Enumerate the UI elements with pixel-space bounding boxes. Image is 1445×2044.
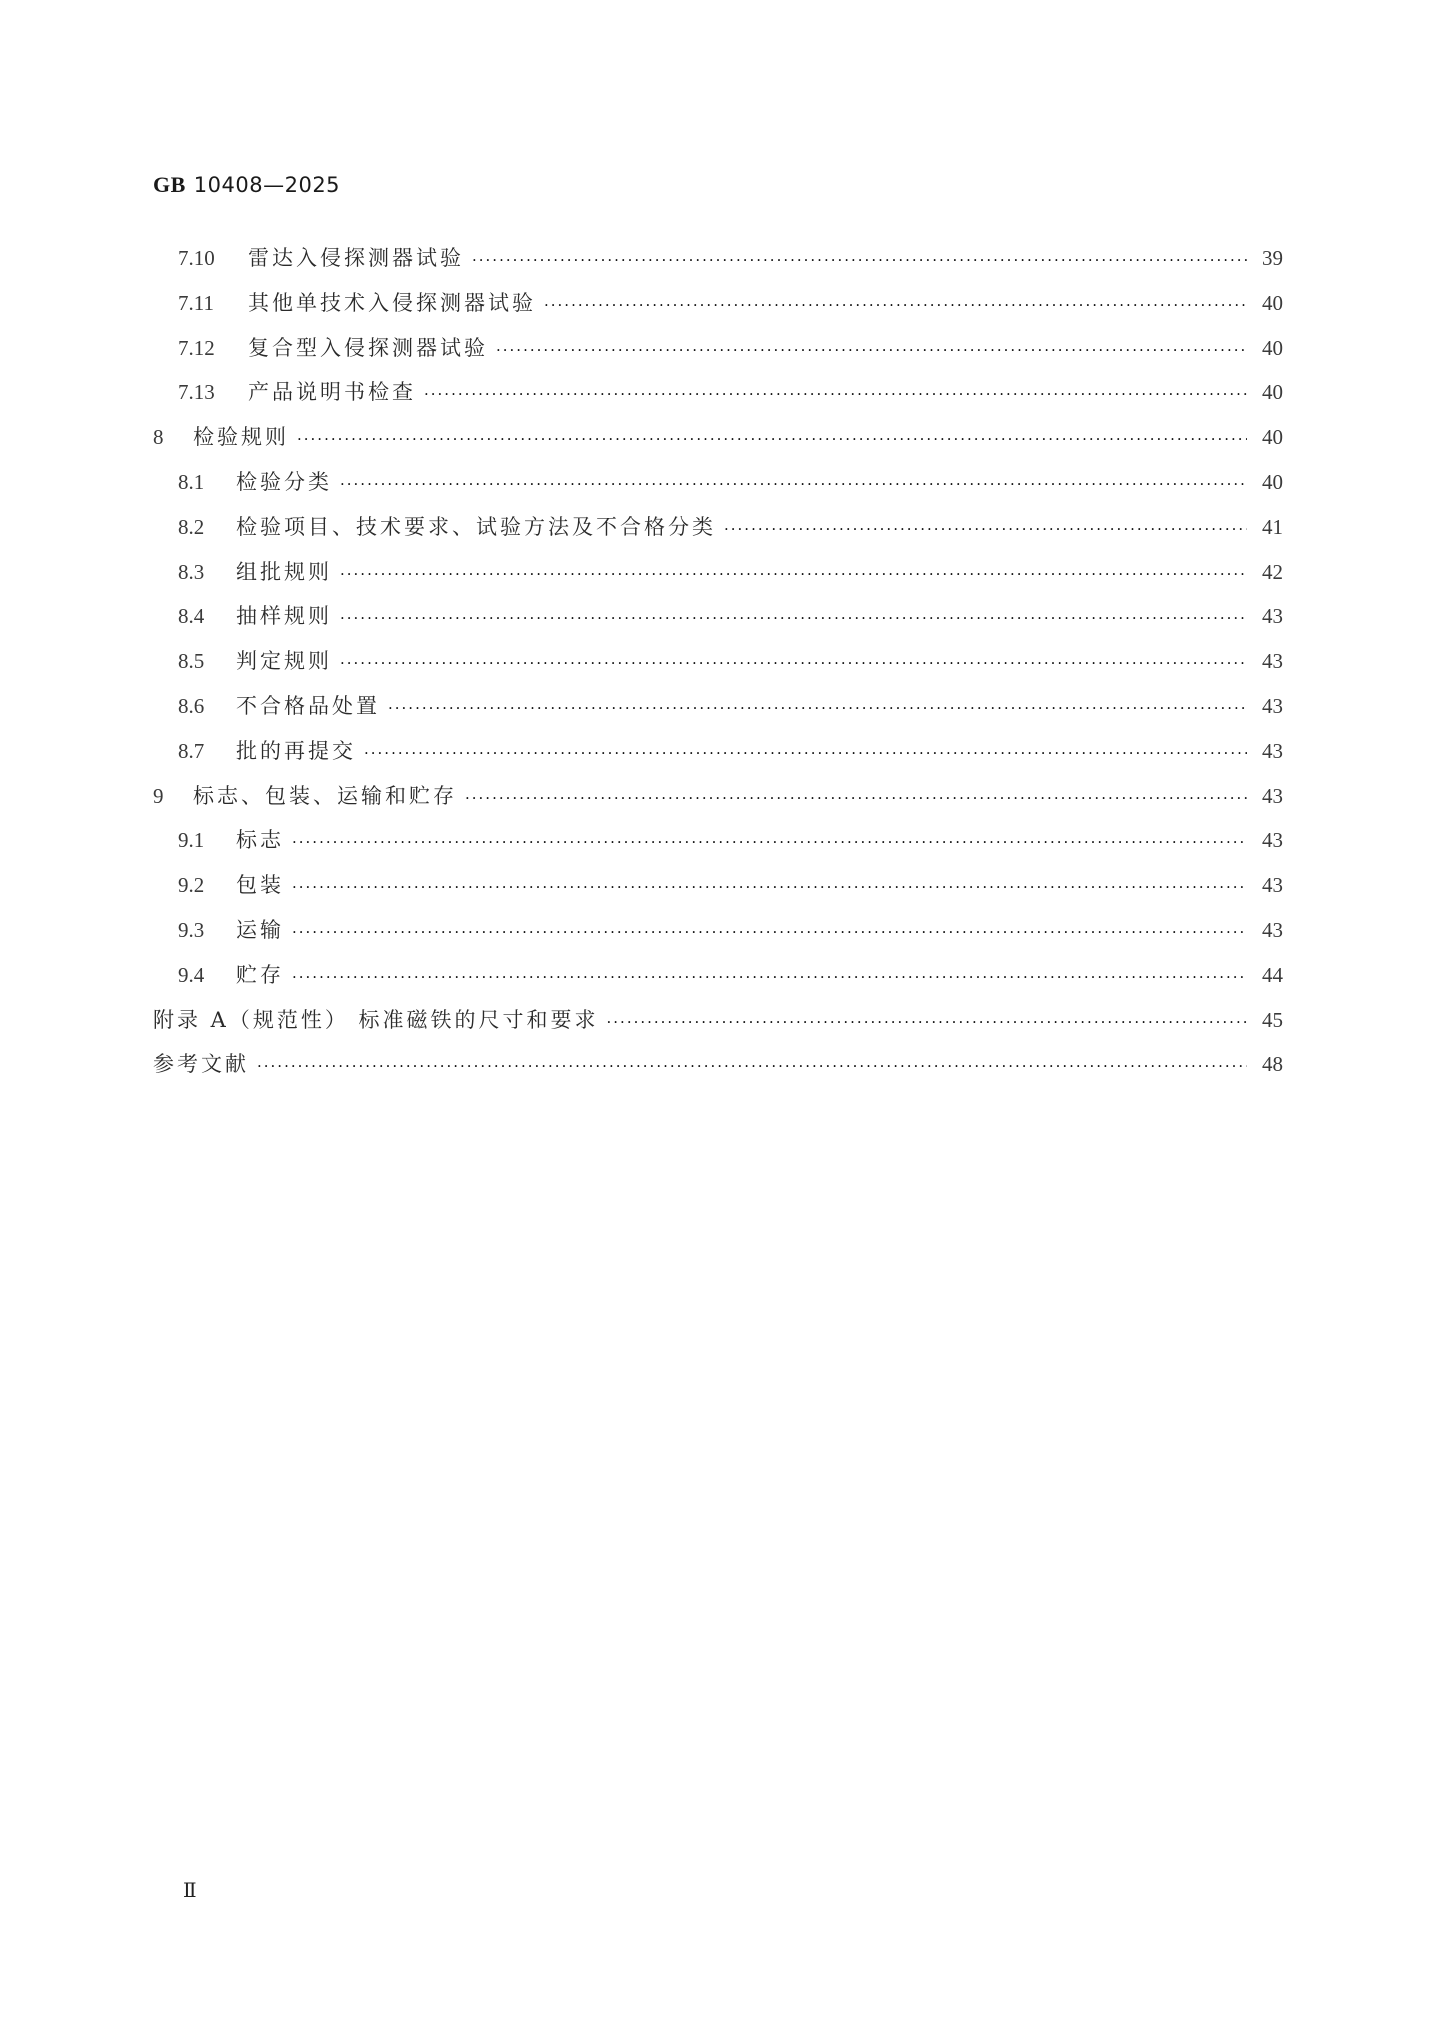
toc-entry-page: 43	[1262, 649, 1283, 674]
toc-entry-number: 7.13	[178, 380, 215, 405]
toc-entry[interactable]	[153, 729, 1283, 774]
toc-entry-page: 40	[1262, 469, 1283, 494]
toc-entry-number: 8.6	[178, 693, 205, 718]
toc-entry-page: 43	[1262, 917, 1283, 942]
toc-entry-number: 9.1	[178, 828, 205, 853]
toc-entry-title: 参考文献	[153, 1052, 249, 1077]
dot-leader	[724, 507, 1247, 552]
toc-entry[interactable]	[153, 953, 1283, 998]
dot-leader	[364, 731, 1247, 776]
toc-entry-title: 组批规则	[236, 559, 332, 584]
toc-entry-number: 9.3	[178, 917, 205, 942]
dot-leader	[465, 776, 1247, 821]
toc-entry-number: 8	[153, 425, 164, 450]
toc-entry-title: 判定规则	[236, 649, 332, 674]
toc-entry[interactable]	[153, 236, 1283, 281]
toc-entry-number: 8.5	[178, 649, 205, 674]
toc-entry-page: 40	[1262, 290, 1283, 315]
toc-entry-number: 8.3	[178, 559, 205, 584]
toc-entry[interactable]	[153, 594, 1283, 639]
toc-entry-title: 贮存	[236, 962, 284, 987]
toc-entry-number: 8.4	[178, 604, 205, 629]
dot-leader	[292, 955, 1247, 1000]
dot-leader	[292, 865, 1247, 910]
dot-leader	[472, 238, 1247, 283]
toc-entry-page: 39	[1262, 246, 1283, 270]
toc-entry-page: 43	[1262, 738, 1283, 763]
toc-entry[interactable]	[153, 774, 1283, 819]
toc-entry-page: 44	[1262, 962, 1283, 987]
dot-leader	[340, 596, 1247, 641]
toc-entry-page: 43	[1262, 604, 1283, 629]
dot-leader	[292, 820, 1247, 865]
toc-entry-page: 43	[1262, 693, 1283, 718]
dot-leader	[292, 910, 1247, 955]
page-number: Ⅱ	[183, 1880, 197, 1902]
toc-entry[interactable]	[153, 281, 1283, 326]
toc-entry-title: 批的再提交	[236, 738, 356, 763]
dot-leader	[424, 372, 1247, 417]
toc-entry-page: 43	[1262, 783, 1283, 808]
toc-entry[interactable]	[153, 908, 1283, 953]
toc-entry[interactable]	[153, 863, 1283, 908]
toc-entry[interactable]	[153, 415, 1283, 460]
toc-entry[interactable]	[153, 639, 1283, 684]
toc-entry-number: 8.2	[178, 514, 205, 539]
toc-entry-page: 43	[1262, 828, 1283, 853]
toc-entry-number: 7.10	[178, 246, 215, 270]
toc-entry-title: 标志、包装、运输和贮存	[193, 783, 457, 808]
dot-leader	[340, 462, 1247, 507]
toc-entry[interactable]	[153, 460, 1283, 505]
dot-leader	[544, 283, 1247, 328]
toc-entry-title: 雷达入侵探测器试验	[248, 246, 464, 270]
dot-leader	[496, 328, 1247, 373]
toc-entry-title: 检验项目、技术要求、试验方法及不合格分类	[236, 514, 716, 539]
toc-entry-references[interactable]	[153, 1042, 1283, 1087]
toc-entry-number: 9.2	[178, 873, 205, 898]
toc-entry-number: 9.4	[178, 962, 205, 987]
dot-leader	[607, 1000, 1247, 1045]
document-header	[153, 172, 340, 198]
toc-entry-number: 8.7	[178, 738, 205, 763]
dot-leader	[257, 1044, 1247, 1089]
toc-entry-number: 9	[153, 783, 164, 808]
toc-entry-page: 40	[1262, 425, 1283, 450]
toc-entry-appendix[interactable]	[153, 998, 1283, 1043]
toc-entry-page: 45	[1262, 1007, 1283, 1032]
toc-entry-title: 包装	[236, 873, 284, 898]
toc-entry-page: 40	[1262, 335, 1283, 360]
toc-entry-page: 48	[1262, 1052, 1283, 1077]
dot-leader	[297, 417, 1247, 462]
toc-entry-title: 附录 A（规范性） 标准磁铁的尺寸和要求	[153, 1007, 599, 1032]
dot-leader	[340, 641, 1247, 686]
toc-entry-page: 43	[1262, 873, 1283, 898]
toc-entry[interactable]	[153, 818, 1283, 863]
toc-entry-title: 运输	[236, 917, 284, 942]
toc-entry[interactable]	[153, 550, 1283, 595]
toc-entry[interactable]	[153, 326, 1283, 371]
toc-entry[interactable]	[153, 505, 1283, 550]
toc-entry[interactable]	[153, 370, 1283, 415]
toc-entry-page: 42	[1262, 559, 1283, 584]
toc-entry-page: 40	[1262, 380, 1283, 405]
toc-entry-number: 7.12	[178, 335, 215, 360]
standard-number: 10408—2025	[193, 173, 341, 197]
toc-entry-title: 复合型入侵探测器试验	[248, 335, 488, 360]
toc-entry-title: 不合格品处置	[236, 693, 380, 718]
toc-entry[interactable]	[153, 684, 1283, 729]
toc-entry-number: 8.1	[178, 469, 205, 494]
dot-leader	[388, 686, 1247, 731]
standard-prefix: GB	[153, 172, 186, 197]
toc-entry-title: 产品说明书检查	[248, 380, 416, 405]
toc-entry-title: 标志	[236, 828, 284, 853]
toc-entry-title: 抽样规则	[236, 604, 332, 629]
toc-entry-title: 检验规则	[193, 425, 289, 450]
toc-entry-title: 其他单技术入侵探测器试验	[248, 290, 536, 315]
toc-entry-page: 41	[1262, 514, 1283, 539]
toc-entry-number: 7.11	[178, 290, 214, 315]
dot-leader	[340, 552, 1247, 597]
toc-entry-title: 检验分类	[236, 469, 332, 494]
table-of-contents	[153, 236, 1283, 1087]
